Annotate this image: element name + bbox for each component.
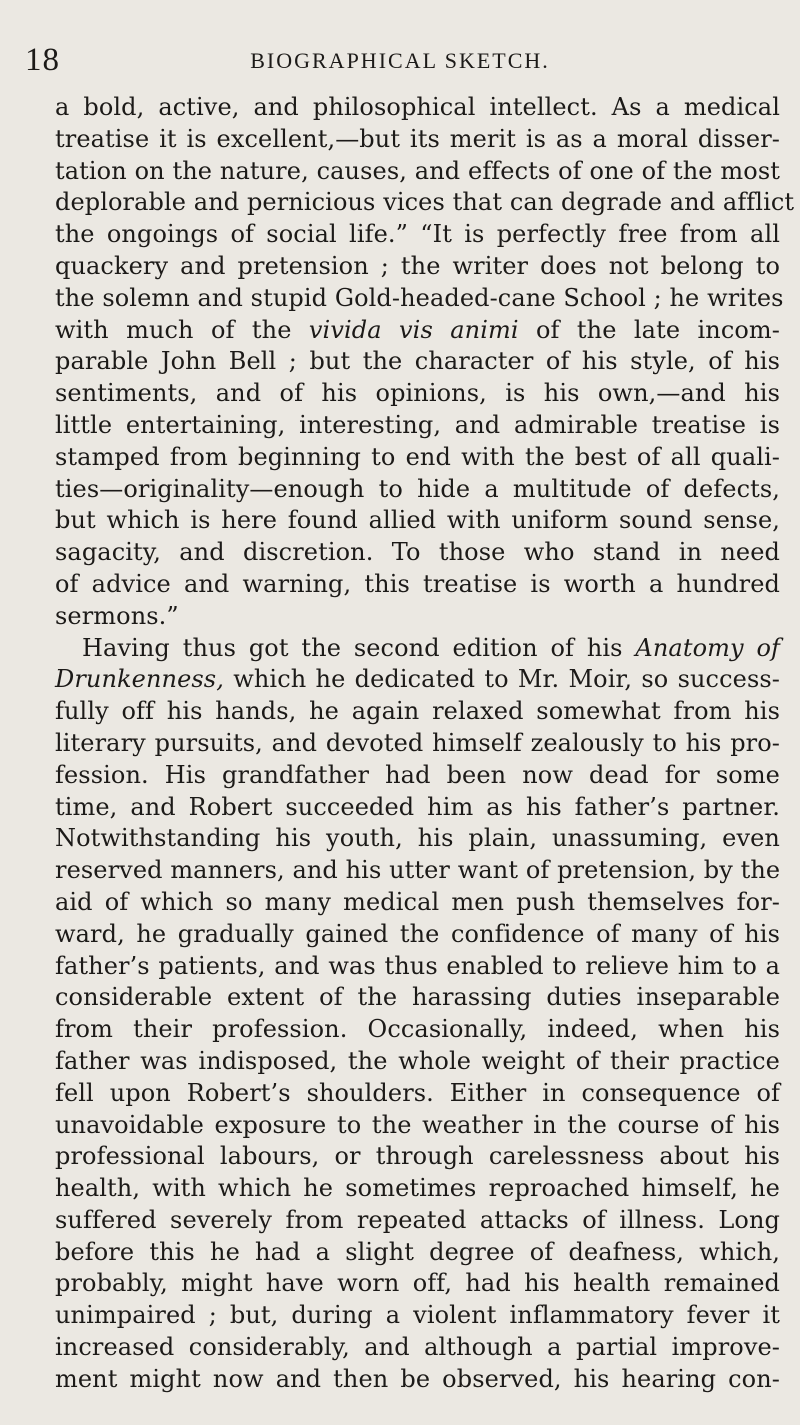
- text-line: with much of the vivida vis animi of the late incom-: [55, 315, 780, 344]
- text-line: of advice and warning, this treatise is worth a hundred: [55, 569, 780, 598]
- text-line: treatise it is excellent,—but its merit is as a moral disser-: [55, 124, 780, 153]
- text-line: professional labours, or through carelessness about his: [55, 1142, 780, 1171]
- text-line: deplorable and pernicious vices that can degrade and afflict: [55, 188, 795, 217]
- text-line: quackery and pretension ; the writer does not belong to: [55, 251, 780, 280]
- text-line: literary pursuits, and devoted himself zealously to his pro-: [55, 728, 780, 757]
- paragraph-first-line: Having thus got the second edition of his Anatomy of: [82, 633, 780, 662]
- text-line: suffered severely from repeated attacks of illness. Long: [55, 1205, 780, 1234]
- text-line: sentiments, and of his opinions, is his own,—and his: [55, 379, 780, 408]
- text-line: before this he had a slight degree of deafness, which,: [55, 1237, 780, 1266]
- text-line: tation on the nature, causes, and effects of one of the most: [55, 156, 780, 185]
- text-line: stamped from beginning to end with the best of all quali-: [55, 442, 780, 471]
- text-line: time, and Robert succeeded him as his father’s partner.: [55, 792, 780, 821]
- text-line: Notwithstanding his youth, his plain, unassuming, even: [55, 824, 780, 853]
- text-line: ties—originality—enough to hide a multitude of defects,: [55, 474, 780, 503]
- page-header: [0, 40, 800, 80]
- text-line: increased considerably, and although a partial improve-: [55, 1333, 780, 1362]
- page-number: 18: [25, 42, 60, 78]
- text-line: sagacity, and discretion. To those who stand in need: [55, 538, 780, 567]
- body-text: [55, 92, 795, 1396]
- italic-title: Drunkenness,: [55, 665, 224, 694]
- text-line: parable John Bell ; but the character of his style, of his: [55, 347, 780, 376]
- text-line: reserved manners, and his utter want of pretension, by the: [55, 856, 781, 885]
- text-line: father was indisposed, the whole weight of their practice: [55, 1046, 780, 1075]
- text-line: little entertaining, interesting, and admirable treatise is: [55, 410, 780, 439]
- text-line: fully off his hands, he again relaxed somewhat from his: [55, 697, 780, 726]
- italic-title: Anatomy of: [635, 633, 780, 662]
- text-line: Drunkenness, which he dedicated to Mr. Moir, so success-: [55, 665, 780, 694]
- text-line: a bold, active, and philosophical intellect. As a medical: [55, 93, 780, 121]
- text-line: but which is here found allied with uniform sound sense,: [55, 506, 780, 535]
- text-line: aid of which so many medical men push themselves for-: [55, 887, 780, 916]
- text-line: unimpaired ; but, during a violent inflammatory fever it: [55, 1301, 780, 1330]
- italic-phrase: vivida vis animi: [308, 315, 519, 344]
- text-line: father’s patients, and was thus enabled to relieve him to a: [55, 951, 780, 980]
- text-line: from their profession. Occasionally, indeed, when his: [55, 1015, 780, 1044]
- text-line: fell upon Robert’s shoulders. Either in consequence of: [55, 1078, 780, 1107]
- text-line: considerable extent of the harassing duties inseparable: [55, 983, 780, 1012]
- text-line: sermons.”: [55, 601, 179, 630]
- text-line: ward, he gradually gained the confidence of many of his: [55, 919, 780, 948]
- text-line: health, with which he sometimes reproached himself, he: [55, 1174, 780, 1203]
- text-line: probably, might have worn off, had his health remained: [55, 1269, 780, 1298]
- text-line: fession. His grandfather had been now dead for some: [55, 760, 780, 789]
- text-line: ment might now and then be observed, his hearing con-: [55, 1364, 780, 1393]
- text-line: the solemn and stupid Gold-headed-cane School ; he writes: [55, 283, 784, 312]
- text-line: unavoidable exposure to the weather in the course of his: [55, 1110, 780, 1139]
- text-line: the ongoings of social life.” “It is perfectly free from all: [55, 220, 780, 249]
- running-head: BIOGRAPHICAL SKETCH.: [250, 48, 550, 73]
